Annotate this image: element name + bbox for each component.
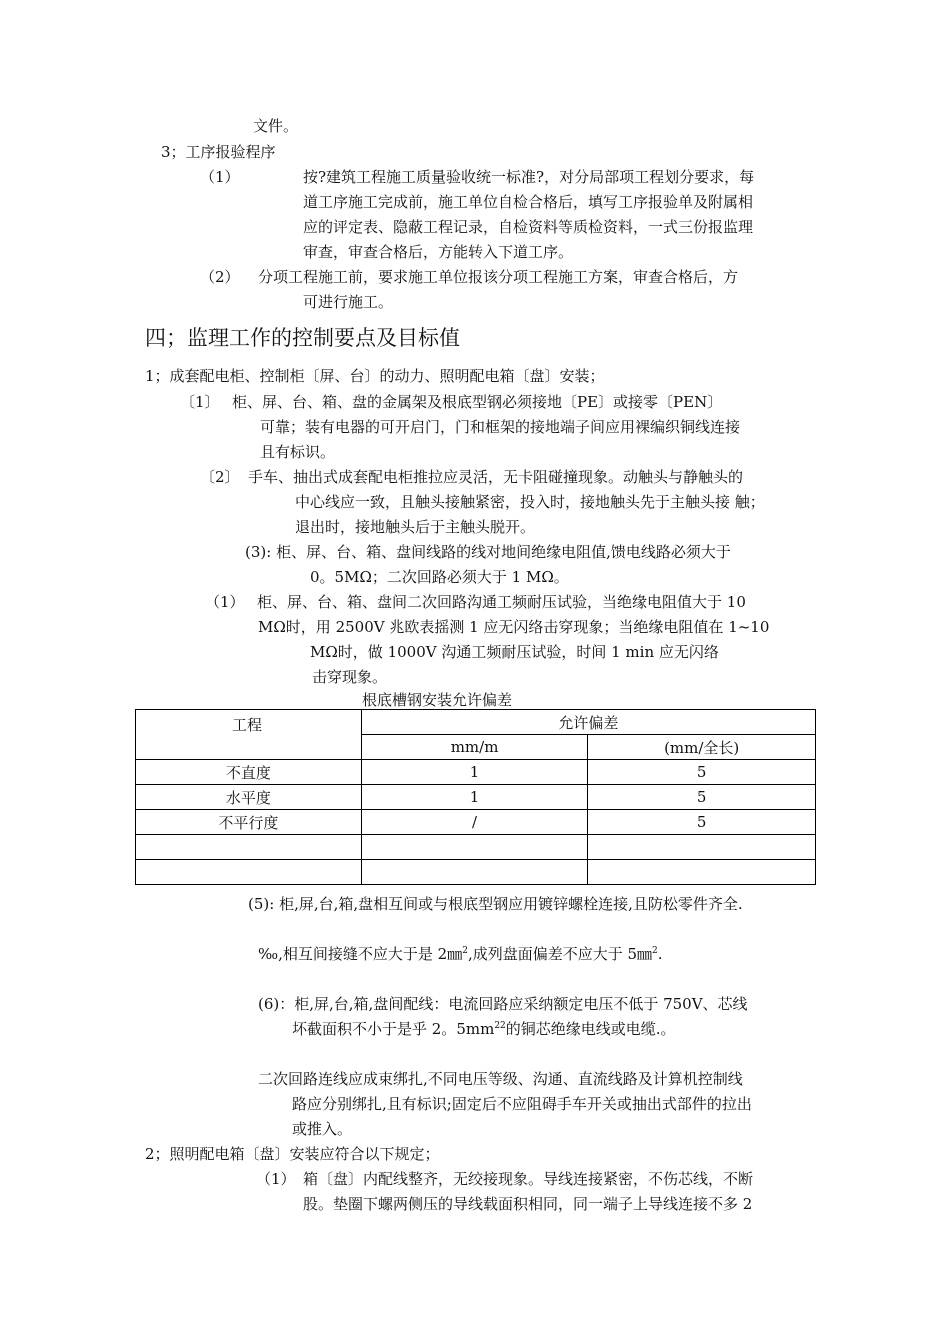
- table-row: [136, 760, 816, 785]
- header-item: 工程: [136, 710, 362, 760]
- row-value-a: 1: [361, 785, 588, 810]
- text-line: 二次回路连线应成束绑扎,不同电压等级、沟通、直流线路及计算机控制线: [258, 1070, 743, 1088]
- table-row-empty: [136, 835, 816, 860]
- text-line: MΩ时，做 1000V 沟通工频耐压试验，时间 1 min 应无闪络: [310, 643, 719, 661]
- text-line: (5): 柜,屏,台,箱,盘相互间或与根底型钢应用镀锌螺栓连接,且防松零件齐全.: [248, 895, 743, 913]
- text-line: 文件。: [253, 117, 299, 135]
- item-number: 〔2〕: [200, 468, 240, 486]
- text-line: 且有标识。: [260, 443, 336, 461]
- text-line: MΩ时，用 2500V 兆欧表摇测 1 应无闪络击穿现象；当绝缘电阻值在 1~10: [258, 618, 770, 636]
- text-line: 应的评定表、隐蔽工程记录，自检资料等质检资料，一式三份报监理: [303, 218, 754, 236]
- table-row: [136, 810, 816, 835]
- table-caption: 根底槽钢安装允许偏差: [362, 691, 513, 709]
- deviation-table: [135, 709, 816, 885]
- text-line: 退出时，接地触头后于主触头脱开。: [295, 518, 536, 536]
- table-row-empty: [136, 860, 816, 885]
- row-value-b: 5: [588, 785, 816, 810]
- text-line: 按?建筑工程施工质量验收统一标准?，对分局部项工程划分要求，每: [303, 168, 755, 186]
- text-line: 中心线应一致，且触头接触紧密，投入时，接地触头先于主触头接 触；: [295, 493, 765, 511]
- text-line: 或推入。: [292, 1120, 353, 1138]
- text-line: 坏截面积不小于是乎 2。$5mm^{22}$的铜芯绝缘电线或电缆.。: [292, 1020, 676, 1038]
- row-value-b: 5: [588, 810, 816, 835]
- row-value-b: 5: [588, 760, 816, 785]
- item-number: （1）: [200, 168, 240, 186]
- row-value-a: 1: [361, 760, 588, 785]
- text-line: 0。5MΩ；二次回路必须大于 1 MΩ。: [310, 568, 569, 586]
- section-heading: 四；监理工作的控制要点及目标值: [145, 326, 460, 350]
- row-item: 不直度: [136, 760, 362, 785]
- row-item: 不平行度: [136, 810, 362, 835]
- text-line: 股。垫圈下螺两侧压的导线载面积相同，同一端子上导线连接不多 2: [303, 1195, 753, 1213]
- row-value-a: /: [361, 810, 588, 835]
- text-line: 柜、屏、台、箱、盘间二次回路沟通工频耐压试验，当绝缘电阻值大于 10: [257, 593, 746, 611]
- text-line: ‰,相互间接缝不应大于是 2㎜$^2$,成列盘面偏差不应大于 5㎜$^2$.: [258, 945, 663, 963]
- item-number: （2）: [200, 268, 240, 286]
- text-line: 柜、屏、台、箱、盘的金属架及根底型钢必须接地〔PE〕或接零〔PEN〕: [232, 393, 723, 411]
- text-line: 路应分别绑扎,且有标识;固定后不应阻碍手车开关或抽出式部件的拉出: [292, 1095, 752, 1113]
- header-mm-full-length: (mm/全长): [588, 735, 816, 760]
- text-line: 可靠；装有电器的可开启门，门和框架的接地端子间应用裸编织铜线连接: [260, 418, 741, 436]
- text-line: 审查，审查合格后，方能转入下道工序。: [303, 243, 574, 261]
- text-line: 箱〔盘〕内配线整齐，无绞接现象。导线连接紧密，不伤芯线，不断: [303, 1170, 754, 1188]
- text-line: 道工序施工完成前，施工单位自检合格后，填写工序报验单及附属相: [303, 193, 754, 211]
- text-line: 手车、抽出式成套配电柜推拉应灵活，无卡阻碰撞现象。动触头与静触头的: [248, 468, 744, 486]
- text-line: 分项工程施工前，要求施工单位报该分项工程施工方案，审查合格后，方: [258, 268, 739, 286]
- row-item: 水平度: [136, 785, 362, 810]
- section-3-title: 3；工序报验程序: [161, 143, 276, 161]
- table-row: [136, 785, 816, 810]
- header-deviation: 允许偏差: [361, 710, 815, 735]
- text-line: (3): 柜、屏、台、箱、盘间线路的线对地间绝缘电阻值,馈电线路必须大于: [245, 543, 731, 561]
- header-mm-per-m: mm/m: [361, 735, 588, 760]
- item-number: 〔1〕: [180, 393, 220, 411]
- text-line: 1；成套配电柜、控制柜〔屏、台〕的动力、照明配电箱〔盘〕安装；: [145, 367, 605, 385]
- item-number: （1）: [256, 1170, 296, 1188]
- text-line: 2；照明配电箱〔盘〕安装应符合以下规定；: [145, 1145, 440, 1163]
- text-line: 击穿现象。: [312, 668, 388, 686]
- item-number: （1）: [205, 593, 245, 611]
- text-line: 可进行施工。: [303, 293, 394, 311]
- text-line: (6)：柜,屏,台,箱,盘间配线：电流回路应采纳额定电压不低于 750V、芯线: [258, 995, 748, 1013]
